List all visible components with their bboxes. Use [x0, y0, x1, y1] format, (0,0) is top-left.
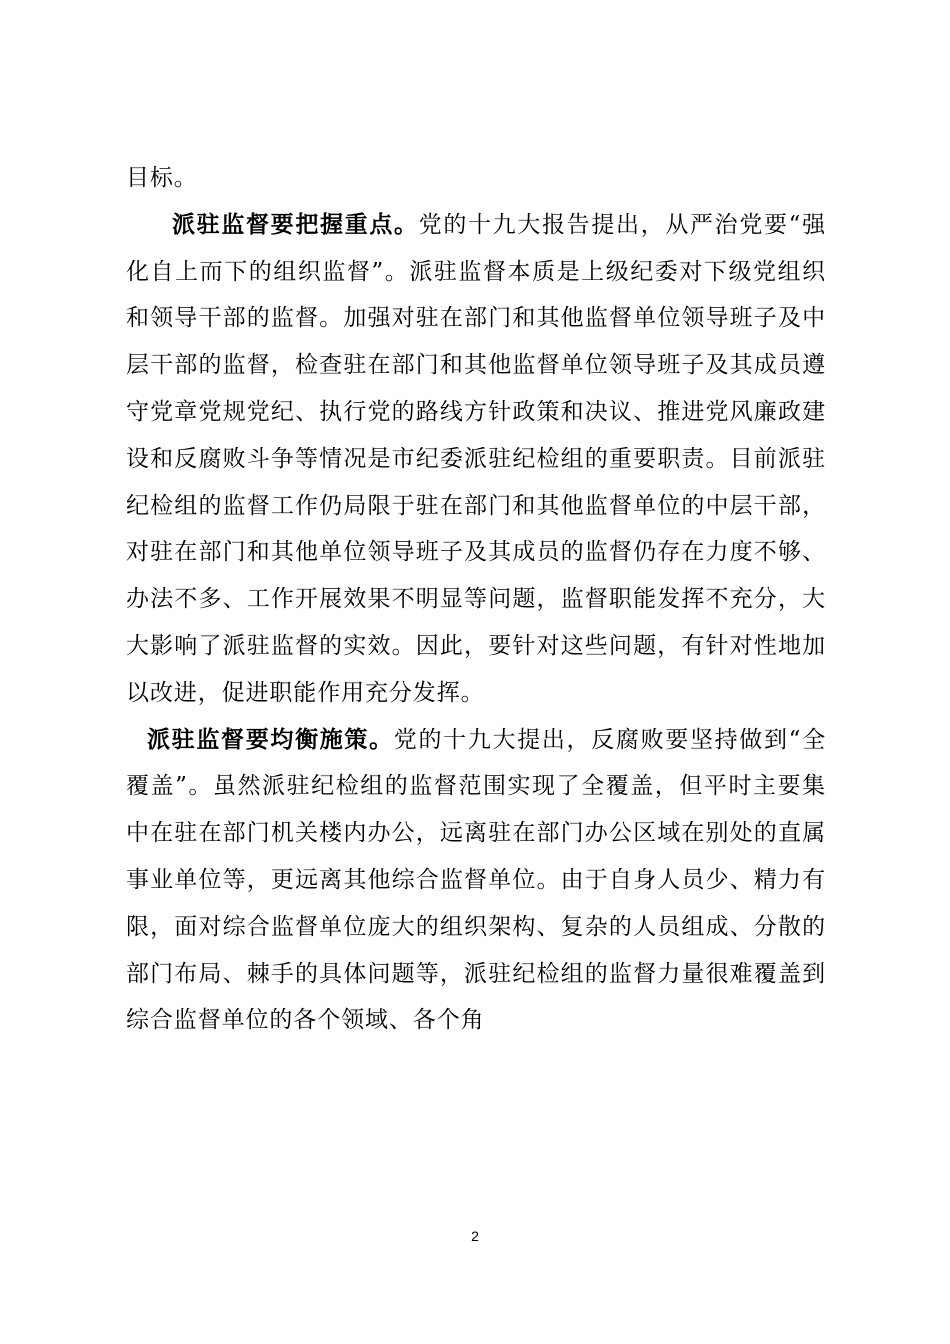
paragraph-lead: 派驻监督要均衡施策。 — [147, 726, 394, 753]
paragraph-body: 党的十九大提出，反腐败要坚持做到“全覆盖”。虽然派驻纪检组的监督范围实现了全覆盖，但平时主要集中在驻在部门机关楼内办公，远离驻在部门办公区域在别处的直属事业单位等，更远离其他综合监督单位。由于自身人员少、精力有限，面对综合监督单位庞大的组织架构、复杂的人员组成、分散的部门布局、棘手的具体问题等，派驻纪检组的监督力量很难覆盖到综合监督单位的各个领域、各个角 — [126, 726, 826, 1034]
page-number: 2 — [471, 1228, 479, 1244]
paragraph-body: 党的十九大报告提出，从严治党要“强化自上而下的组织监督”。派驻监督本质是上级纪委对下级党组织和领导干部的监督。加强对驻在部门和其他监督单位领导班子及中层干部的监督，检查驻在部门和其他监督单位领导班子及其成员遵守党章党规党纪、执行党的路线方针政策和决议、推进党风廉政建设和反腐败斗争等情况是市纪委派驻纪检组的重要职责。目前派驻纪检组的监督工作仍局限于驻在部门和其他监督单位的中层干部，对驻在部门和其他单位领导班子及其成员的监督仍存在力度不够、办法不多、工作开展效果不明显等问题，监督职能发挥不充分，大大影响了派驻监督的实效。因此，要针对这些问题，有针对性地加以改进，促进职能作用充分发挥。 — [126, 211, 826, 706]
paragraph-key-points — [126, 202, 826, 717]
paragraph-lead: 派驻监督要把握重点。 — [172, 211, 419, 238]
paragraph-continuation — [126, 155, 826, 202]
body-text — [126, 155, 826, 1044]
paragraph-balanced-measures — [126, 717, 826, 1045]
paragraph-body: 目标。 — [126, 165, 198, 191]
